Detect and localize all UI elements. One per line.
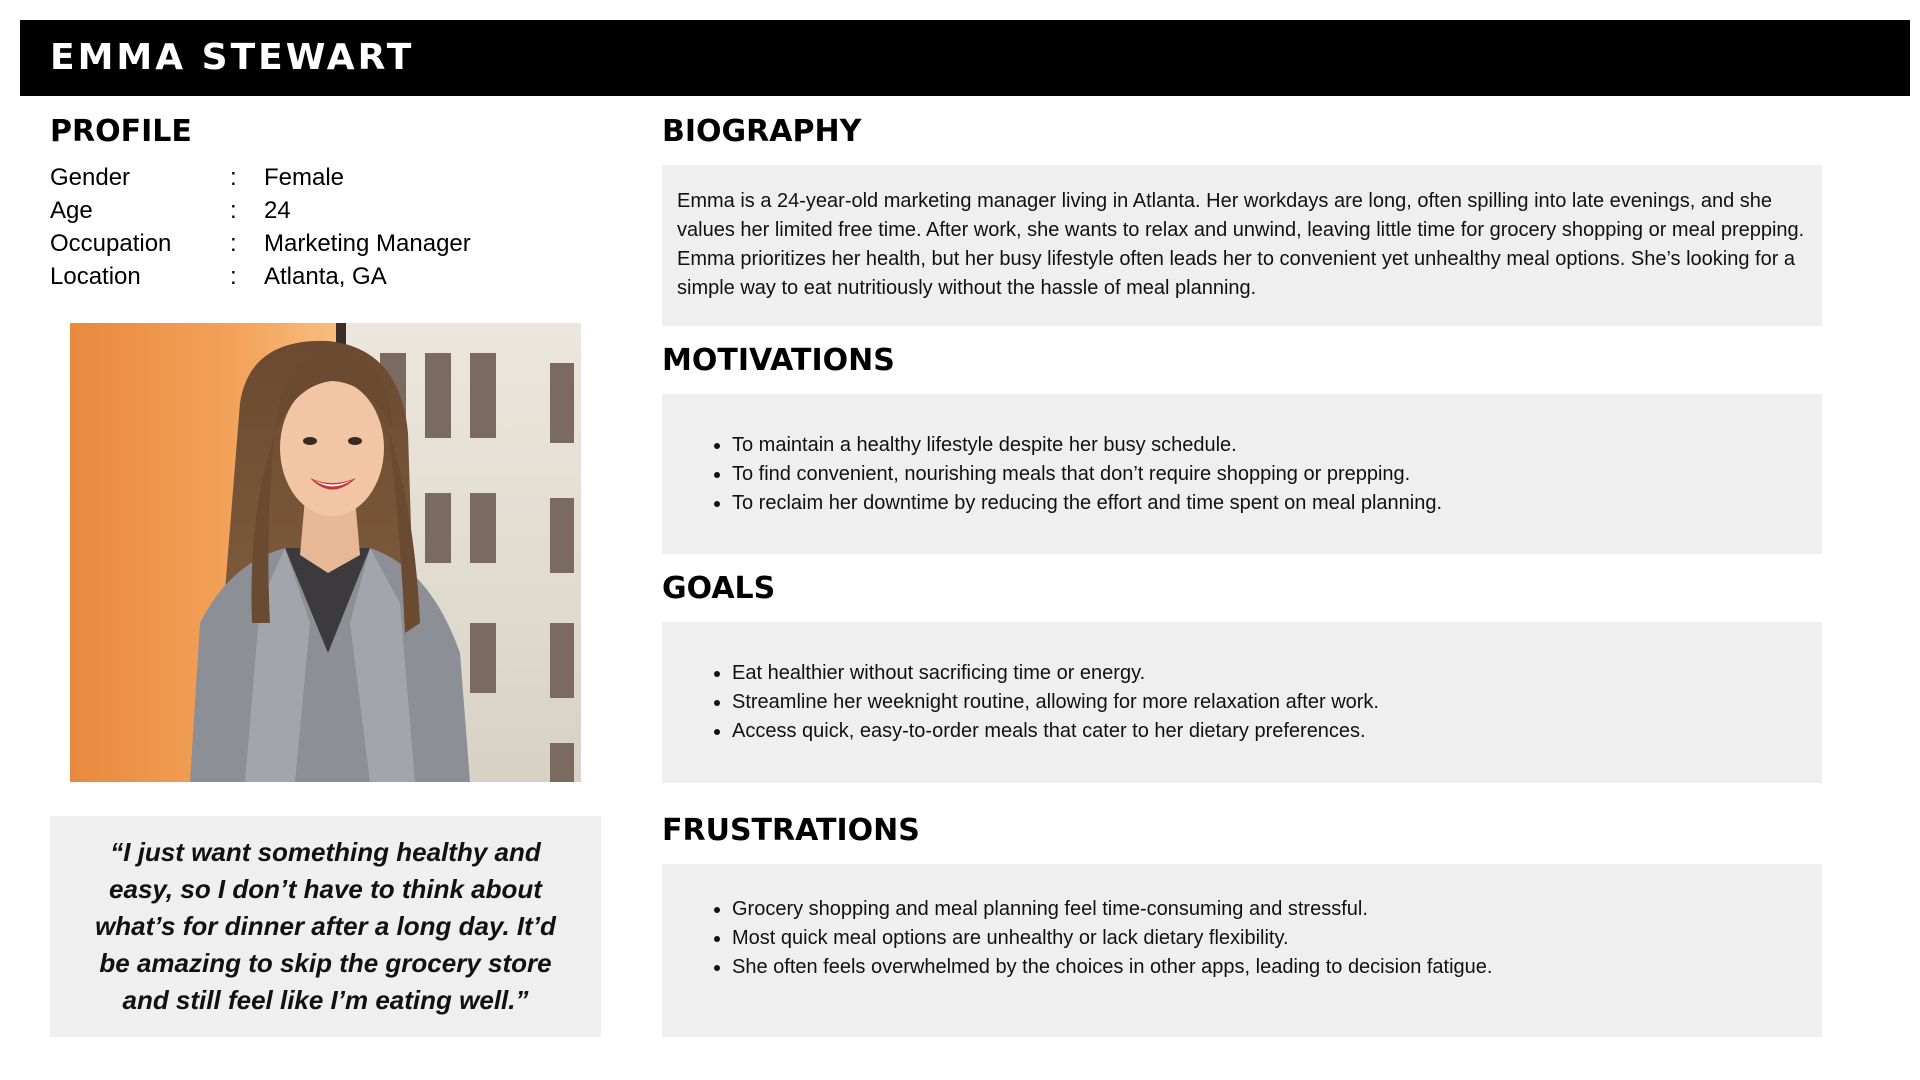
goals-panel bbox=[662, 622, 1822, 783]
profile-value: Female bbox=[264, 164, 345, 191]
list-item: • Most quick meal options are unhealthy or lack dietary flexibility. bbox=[732, 924, 1492, 953]
list-item: • Streamline her weeknight routine, allowing for more relaxation after work. bbox=[732, 688, 1379, 717]
profile-separator: : bbox=[230, 197, 237, 224]
motivations-heading: MOTIVATIONS bbox=[662, 343, 895, 378]
list-item: • Eat healthier without sacrificing time or energy. bbox=[732, 659, 1379, 688]
list-item: • To reclaim her downtime by reducing the effort and time spent on meal planning. bbox=[732, 489, 1442, 518]
persona-quote: “I just want something healthy and easy, so I don’t have to think about what’s for dinner after a long day. It’d be amazing to skip the grocery store and still feel like I’m eating well.” bbox=[95, 837, 556, 1015]
profile-label: Age bbox=[50, 197, 93, 224]
list-item: • To maintain a healthy lifestyle despite her busy schedule. bbox=[732, 431, 1442, 460]
quote-box bbox=[50, 816, 601, 1037]
frustrations-panel bbox=[662, 864, 1822, 1037]
biography-heading: BIOGRAPHY bbox=[662, 114, 862, 149]
profile-label: Gender bbox=[50, 164, 131, 191]
list-item: • Grocery shopping and meal planning feel time-consuming and stressful. bbox=[732, 895, 1492, 924]
motivations-panel bbox=[662, 394, 1822, 554]
profile-separator: : bbox=[230, 263, 237, 290]
motivations-list bbox=[710, 431, 1442, 518]
profile-separator: : bbox=[230, 230, 237, 257]
biography-text: Emma is a 24-year-old marketing manager living in Atlanta. Her workdays are long, often spilling into late evenings, and she values her limited free time. After work, she wants to relax and unwind, leaving little time for grocery shopping or meal prepping. Emma prioritizes her health, but her busy lifestyle often leads her to convenient yet unhealthy meal options. She’s looking for a simple way to eat nutritiously without the hassle of meal planning. bbox=[677, 190, 1805, 299]
persona-name: EMMA STEWART bbox=[50, 37, 415, 78]
profile-label: Occupation bbox=[50, 230, 172, 257]
biography-panel bbox=[662, 165, 1822, 326]
profile-separator: : bbox=[230, 164, 237, 191]
profile-heading: PROFILE bbox=[50, 114, 192, 149]
goals-list bbox=[710, 659, 1379, 746]
list-item: • She often feels overwhelmed by the choices in other apps, leading to decision fatigue. bbox=[732, 953, 1492, 982]
profile-label: Location bbox=[50, 263, 141, 290]
persona-photo bbox=[70, 323, 581, 782]
profile-value: Marketing Manager bbox=[264, 230, 471, 257]
frustrations-list bbox=[710, 895, 1492, 982]
goals-heading: GOALS bbox=[662, 571, 776, 606]
profile-value: 24 bbox=[264, 197, 291, 224]
frustrations-heading: FRUSTRATIONS bbox=[662, 813, 920, 848]
header-bar bbox=[20, 20, 1910, 96]
list-item: • Access quick, easy-to-order meals that cater to her dietary preferences. bbox=[732, 717, 1379, 746]
profile-value: Atlanta, GA bbox=[264, 263, 387, 290]
list-item: • To find convenient, nourishing meals that don’t require shopping or prepping. bbox=[732, 460, 1442, 489]
